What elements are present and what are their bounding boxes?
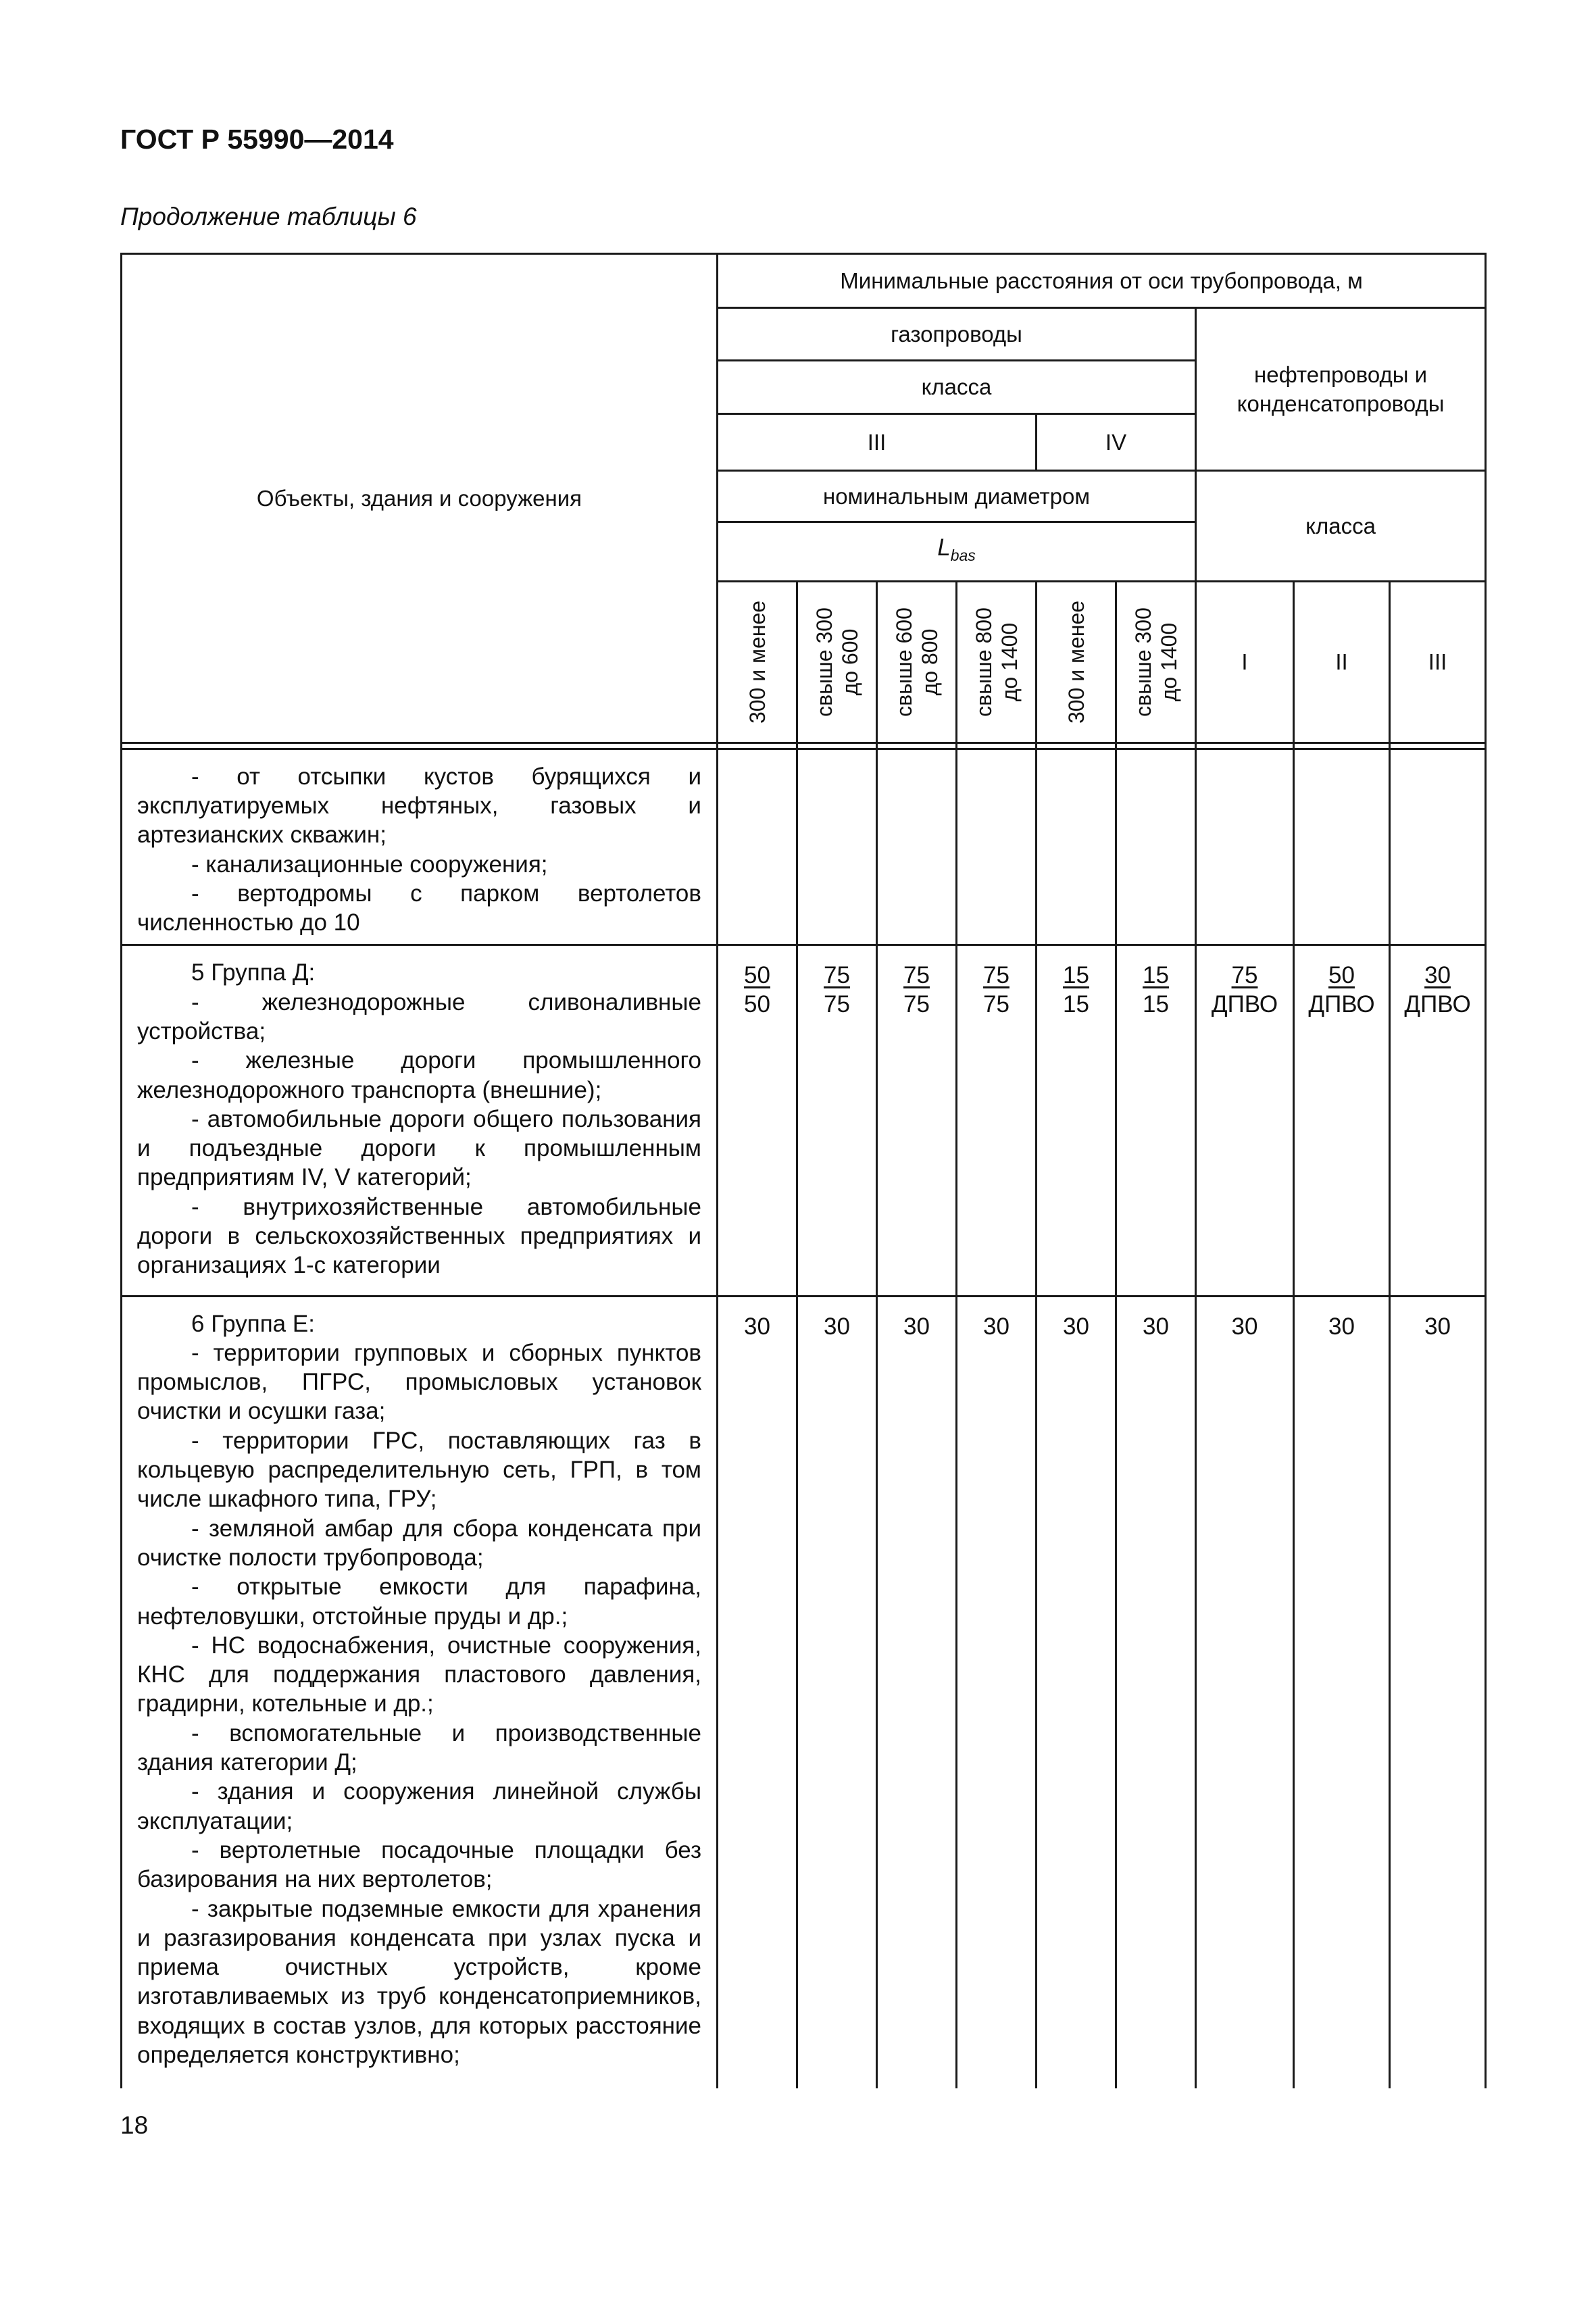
gas-header: газопроводы [718, 308, 1196, 361]
row1-objects: - от отсыпки кустов бурящихся и эксплуатируемых нефтяных, газовых и артезианских скважин; - канализационные сооружения; - вертодромы с парком вертолетов численностью до 10 [122, 749, 718, 945]
row2-value: 15 15 [1116, 945, 1196, 1296]
diameter-header: номинальным диаметром [718, 470, 1196, 522]
lbas-header: $L_{bas}$ [718, 522, 1196, 581]
gas-class-iv: IV [1037, 413, 1196, 470]
min-distance-header: Минимальные расстояния от оси трубопровода, м [718, 254, 1486, 308]
diam-col-2: свыше 300 до 600 [797, 582, 877, 743]
oil-col-ii: II [1294, 582, 1390, 743]
row3-value: 30 [797, 1296, 877, 2088]
row3-value: 30 [957, 1296, 1037, 2088]
row3-value: 30 [1294, 1296, 1390, 2088]
row3-value: 30 [1037, 1296, 1116, 2088]
row2-value: 15 15 [1037, 945, 1116, 1296]
row2-objects: 5 Группа Д: - железнодорожные сливоналивные устройства; - железные дороги промышленного железнодорожного транспорта (внешние); - автомобильные дороги общего пользования и подъездные дороги к промышленным предприятиям IV, V категорий; - внутрихозяйственные автомобильные дороги в сельскохозяйственных предприятиях и организациях 1-с категории [122, 945, 718, 1296]
table-row [122, 749, 1486, 945]
diam-col-6: свыше 300 до 1400 [1116, 582, 1196, 743]
row3-value: 30 [1116, 1296, 1196, 2088]
row2-value: 75 75 [877, 945, 957, 1296]
row2-value: 30 ДПВО [1390, 945, 1486, 1296]
row3-objects: 6 Группа Е: - территории групповых и сборных пунктов промыслов, ПГРС, промысловых установок очистки и осушки газа; - территории ГРС, поставляющих газ в кольцевую распределительную сеть, ГРП, в том числе шкафного типа, ГРУ; - земляной амбар для сбора конденсата при очистке полости трубопровода; - открытые емкости для парафина, нефтеловушки, отстойные пруды и др.; - НС водоснабжения, очистные сооружения, КНС для поддержания пластового давления, градирни, котельные и др.; - вспомогательные и производственные здания категории Д; - здания и сооружения линейной службы эксплуатации; - вертолетные посадочные площадки без базирования на них вертолетов; - закрытые подземные емкости для хранения и разгазирования конденсата при узлах пуска и приема очистных устройств, кроме изготавливаемых из труб конденсатоприемников, входящих в состав узлов, для которых расстояние определяется конструктивно; [122, 1296, 718, 2088]
row2-value: 75 75 [797, 945, 877, 1296]
oil-col-i: I [1196, 582, 1294, 743]
diam-col-1: 300 и менее [718, 582, 797, 743]
oil-col-iii: III [1390, 582, 1486, 743]
table-row [122, 945, 1486, 1296]
diam-col-5: 300 и менее [1037, 582, 1116, 743]
gas-class-iii: III [718, 413, 1037, 470]
row2-value: 50 50 [718, 945, 797, 1296]
table-row [122, 1296, 1486, 2088]
row3-value: 30 [877, 1296, 957, 2088]
diam-col-4: свыше 800 до 1400 [957, 582, 1037, 743]
gas-class-header: класса [718, 361, 1196, 413]
page-number: 18 [120, 2111, 149, 2139]
row2-value: 75 ДПВО [1196, 945, 1294, 1296]
row3-value: 30 [1390, 1296, 1486, 2088]
distance-table [120, 253, 1487, 2088]
oil-header: нефтепроводы и конденсатопроводы [1196, 308, 1486, 471]
row3-value: 30 [1196, 1296, 1294, 2088]
oil-class-header: класса [1196, 470, 1486, 581]
diam-col-3: свыше 600 до 800 [877, 582, 957, 743]
table-caption: Продолжение таблицы 6 [120, 203, 417, 230]
objects-header: Объекты, здания и сооружения [122, 254, 718, 743]
document-code: ГОСТ Р 55990—2014 [120, 124, 394, 155]
row3-value: 30 [718, 1296, 797, 2088]
row2-value: 75 75 [957, 945, 1037, 1296]
row2-value: 50 ДПВО [1294, 945, 1390, 1296]
